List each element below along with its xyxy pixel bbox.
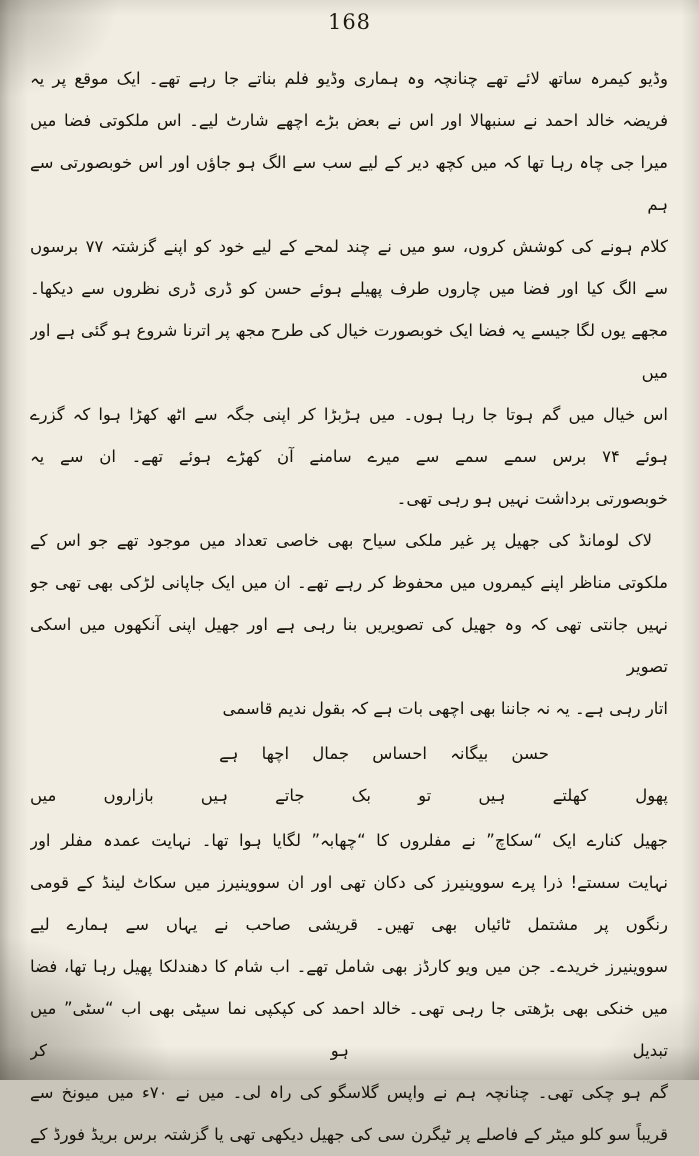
text-line: سے الگ کیا اور فضا میں چاروں طرف پھیلے ہوئے حسن کو ڈری ڈری نظروں سے دیکھا۔ <box>30 279 668 298</box>
text-line: وڈیو کیمرہ ساتھ لائے تھے چنانچہ وہ ہماری وڈیو فلم بناتے جا رہے تھے۔ ایک موقع پر یہ <box>30 69 668 88</box>
text-line: لاک لومانڈ کی جھیل پر غیر ملکی سیاح بھی خاصی تعداد میں موجود تھے جو اس کے <box>30 531 652 550</box>
paragraph-1 <box>30 58 668 520</box>
paragraph-3 <box>30 820 668 1156</box>
text-line: کلام ہونے کی کوشش کروں، سو میں نے چند لمحے کے لیے خود کو اپنے گزشتہ ۷۷ برسوں <box>30 237 668 256</box>
text-line: مجھے یوں لگا جیسے یہ فضا ایک خوبصورت خیال کی طرح مجھ پر اترنا شروع ہو گئی ہے اور میں <box>30 321 668 382</box>
page-text <box>30 58 668 1156</box>
text-line: ہوئے ۷۴ برس سمے سمے سے میرے سامنے آن کھڑے ہوئے تھے۔ ان سے یہ <box>30 447 668 466</box>
text-line: اتار رہی ہے۔ یہ نہ جاننا بھی اچھی بات ہے کہ بقول ندیم قاسمی <box>222 699 668 718</box>
text-line: خوبصورتی برداشت نہیں ہو رہی تھی۔ <box>396 489 668 508</box>
text-line: نہایت سستے! ذرا پرے سووینیرز کی دکان تھی اور ان سووینیرز میں سکاٹ لینڈ کے قومی <box>30 873 668 892</box>
text-line: میرا جی چاہ رہا تھا کہ میں کچھ دیر کے لیے سب سے الگ ہو جاؤں اور اس خوبصورتی سے ہم <box>30 153 668 214</box>
verse-line: حسن بیگانہ احساس جمال اچھا ہے <box>219 744 549 763</box>
text-line: رنگوں پر مشتمل ٹائیاں بھی تھیں۔ قریشی صاحب نے یہاں سے ہمارے لیے <box>30 915 668 934</box>
text-line: گم ہو چکی تھی۔ چنانچہ ہم نے واپس گلاسگو کی راہ لی۔ میں نے ۷۰ء میں میونخ سے <box>30 1083 668 1102</box>
text-line: نہیں جانتی تھی کہ وہ جھیل کی تصویریں بنا رہی ہے اور جھیل اپنی آنکھوں میں اسکی تصویر <box>30 615 668 676</box>
text-line: ملکوتی مناظر اپنے کیمروں میں محفوظ کر رہے تھے۔ ان میں ایک جاپانی لڑکی بھی تھی جو <box>30 573 668 592</box>
verse-couplet <box>30 733 668 817</box>
text-line: سووینیرز خریدے۔ جن میں ویو کارڈز بھی شامل تھے۔ اب شام کا دھندلکا پھیل رہا تھا، فضا <box>30 957 668 976</box>
text-line: اس خیال میں گم ہوتا جا رہا ہوں۔ میں ہڑبڑا کر اپنی جگہ سے اٹھ کھڑا ہوا کہ گزرے <box>30 405 668 424</box>
text-line: میں خنکی بھی بڑھتی جا رہی تھی۔ خالد احمد کی کپکپی نما سیٹی بھی اب “سٹی” میں تبدیل ہو کر <box>30 999 668 1060</box>
text-line: فریضہ خالد احمد نے سنبھالا اور اس نے بعض بڑے اچھے شارٹ لیے۔ اس ملکوتی فضا میں <box>30 111 668 130</box>
verse-line: پھول کھلتے ہیں تو بک جاتے ہیں بازاروں میں <box>30 786 668 805</box>
text-line: جھیل کنارے ایک “سکاچ” نے مفلروں کا “چھابہ” لگایا ہوا تھا۔ نہایت عمدہ مفلر اور <box>30 831 668 850</box>
text-line: قریباً سو کلو میٹر کے فاصلے پر ٹیگرن سی کی جھیل دیکھی تھی یا گزشتہ برس بریڈ فورڈ کے <box>30 1125 668 1144</box>
page-number: 168 <box>327 10 372 34</box>
paragraph-2 <box>30 520 668 730</box>
